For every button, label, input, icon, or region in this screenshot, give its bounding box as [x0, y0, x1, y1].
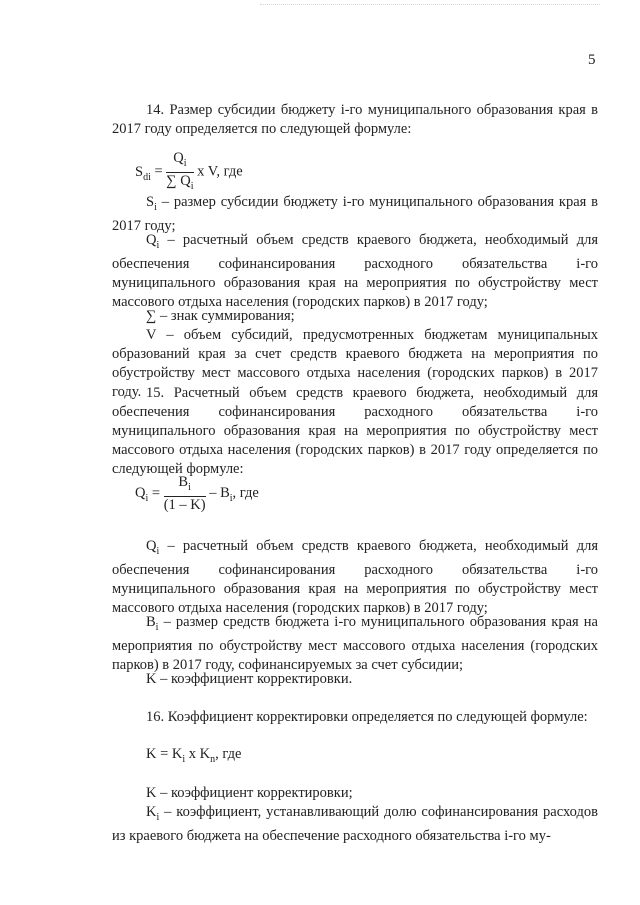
formula-qi: [135, 474, 259, 514]
paragraph-15: 15. Расчетный объем средств краевого бюджета, необходимый для обеспечения софинансирования расходного обязательства i-го муниципального образования края на мероприятия по обустройству мест массового отдыха населения (городских парков) в 2017 году определяется по следующей формуле:: [112, 385, 598, 477]
definition-sum: ∑ – знак суммирования;: [146, 308, 295, 324]
formula-k: $K = K_i$ x $K_n$, где: [146, 746, 242, 765]
formula-subsidy: [135, 150, 243, 195]
definition-v: V – объем субсидий, предусмотренных бюджетам муниципальных образований края за счет средств краевого бюджета на мероприятия по обустройству мест массового отдыха населения (городских парков) в 2017 году.: [112, 327, 598, 400]
formula-fraction: [166, 150, 193, 195]
definition-qi: $Q_i$ – расчетный объем средств краевого бюджета, необходимый для обеспечения софинансирования расходного обязательства i-го муниципального образования края на мероприятия по обустройству мест массового отдыха населения (городских парков) в 2017 году;: [112, 232, 598, 310]
formula-lhs: $Q_i$: [135, 485, 149, 505]
definition-k: K – коэффициент корректировки.: [146, 671, 353, 687]
fraction-numerator: $Q_i$: [166, 150, 193, 173]
definition-si: $S_i$ – размер субсидии бюджету i-го муниципального образования края в 2017 году;: [112, 194, 599, 234]
fraction-denominator: ∑ $Q_i$: [166, 172, 194, 192]
definition-k-2: K – коэффициент корректировки;: [146, 785, 353, 801]
formula-eq: =: [154, 163, 163, 180]
page-number: 5: [588, 52, 596, 68]
formula-fraction: [164, 474, 206, 514]
paragraph-14: 14. Размер субсидии бюджету i-го муниципального образования края в 2017 году определяется по следующей формуле:: [112, 102, 598, 137]
fraction-numerator: $B_i$: [164, 474, 206, 497]
fraction-denominator: (1 – K): [163, 496, 206, 513]
definition-bi: $B_i$ – размер средств бюджета i-го муниципального образования края на мероприятия по обустройству мест массового отдыха населения (городских парков) в 2017 году, софинансируемых за счет субсидии;: [112, 614, 598, 673]
definition-qi-2: $Q_i$ – расчетный объем средств краевого бюджета, необходимый для обеспечения софинансирования расходного обязательства i-го муниципального образования края на мероприятия по обустройству мест массового отдыха населения (городских парков) в 2017 году;: [112, 538, 598, 616]
formula-rhs: x V, где: [197, 163, 243, 180]
paragraph-16: 16. Коэффициент корректировки определяется по следующей формуле:: [146, 709, 588, 725]
formula-rhs: – $B_i$, где: [209, 485, 259, 505]
definition-ki: $K_i$ – коэффициент, устанавливающий долю софинансирования расходов из краевого бюджета на обеспечение расходного обязательства i-го му-: [112, 804, 598, 844]
formula-lhs: $S_{di}$: [135, 163, 151, 183]
scan-artifact: [260, 4, 600, 9]
formula-eq: =: [151, 485, 161, 502]
